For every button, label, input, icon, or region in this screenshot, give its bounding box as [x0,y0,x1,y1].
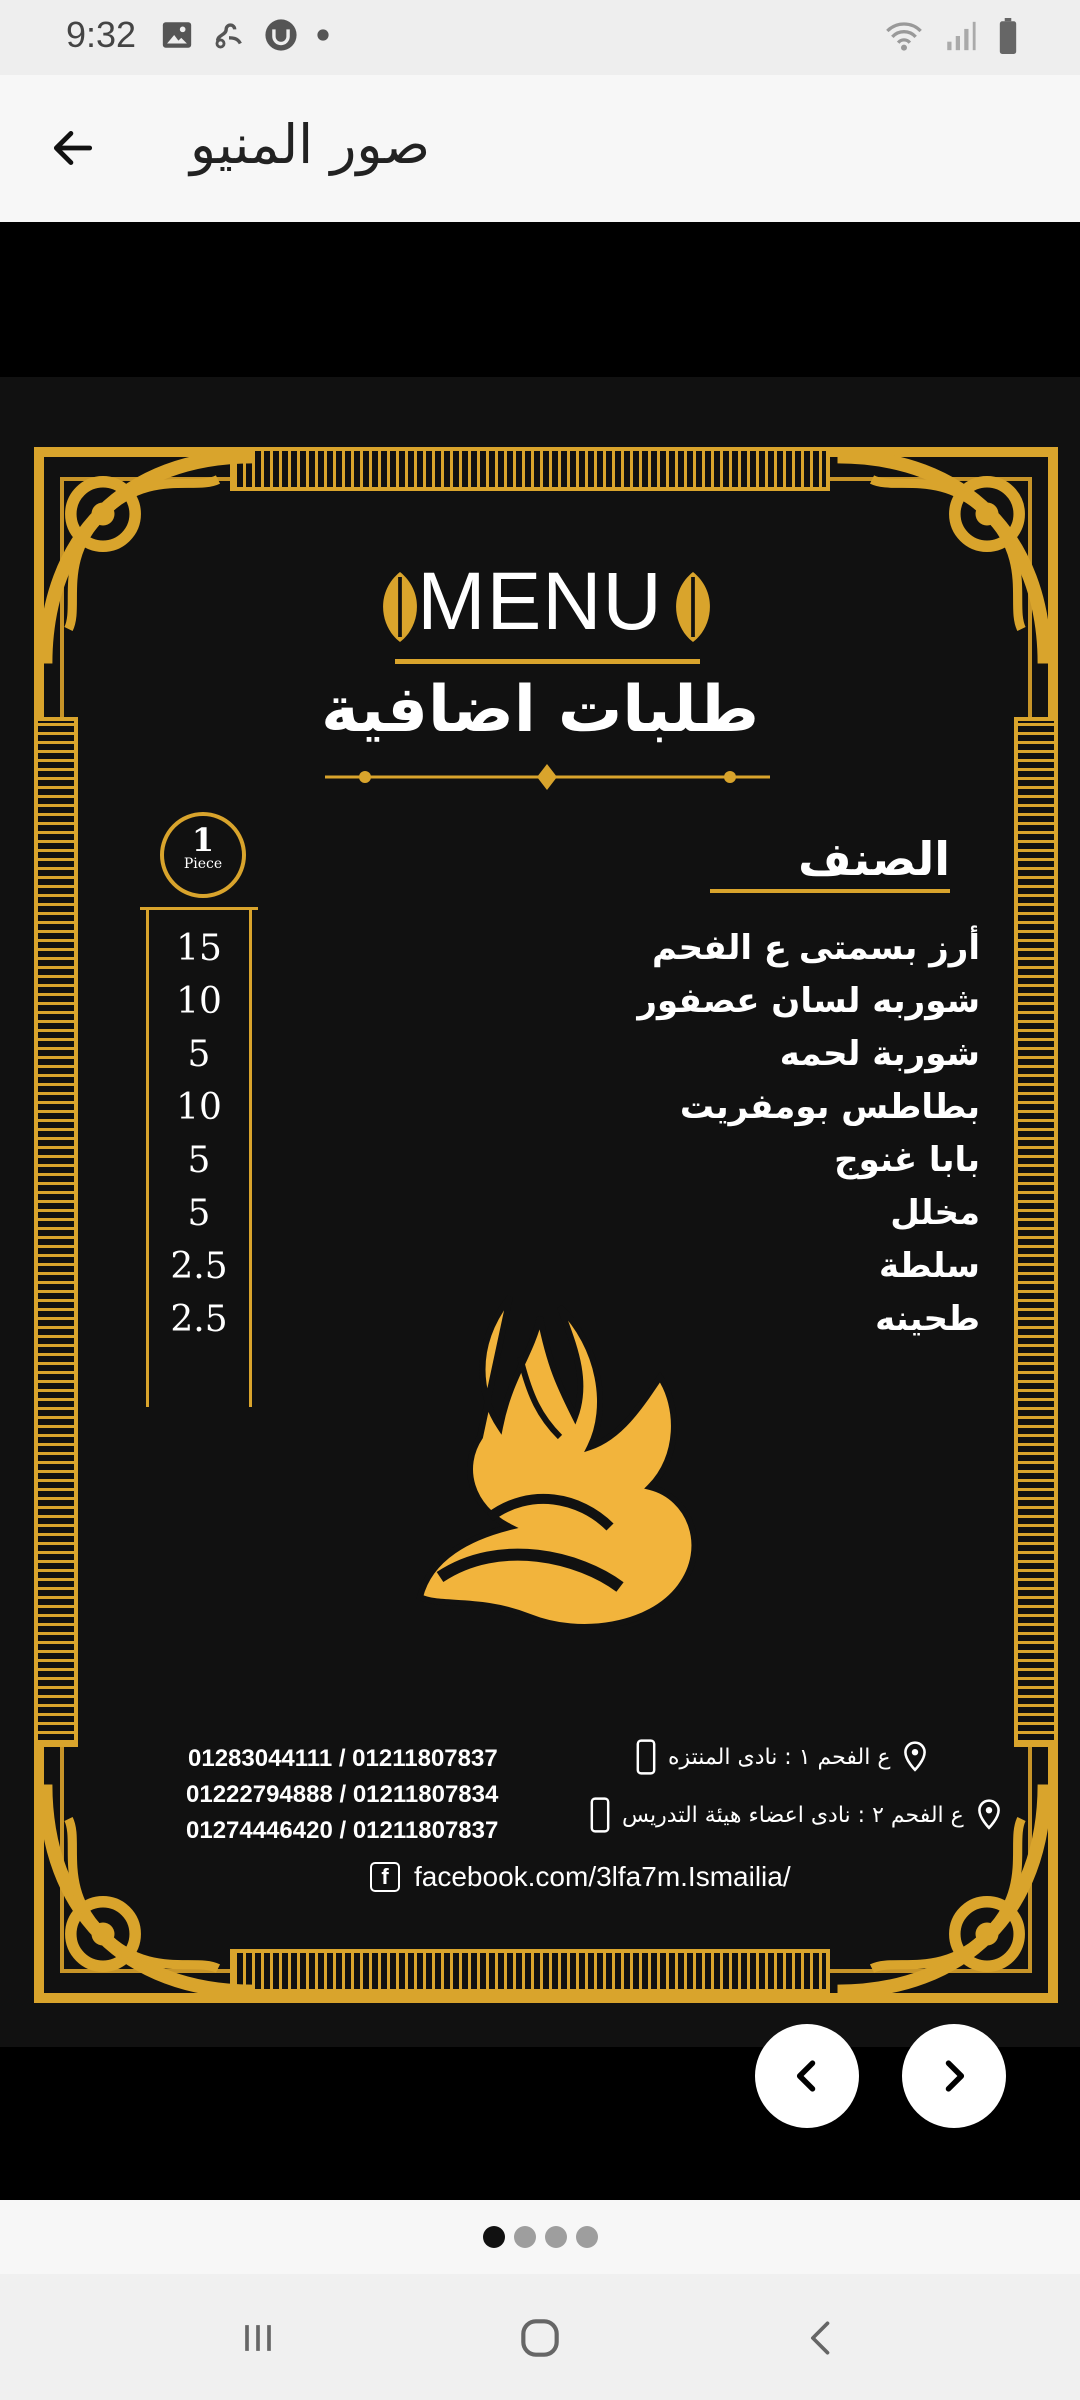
phone-icon [590,1797,610,1833]
dot-icon [316,28,330,42]
link-icon [212,18,246,52]
page-indicator [0,2200,1080,2274]
menu-subtitle: طلبات اضافية [321,673,759,747]
menu-price: 10 [176,981,222,1022]
recents-icon [236,2316,280,2360]
page-dot-active[interactable] [483,2226,505,2248]
menu-price: 10 [176,1087,222,1128]
page-dot[interactable] [545,2226,567,2248]
price-column-top-line [140,907,258,910]
menu-item: طحينه [875,1299,980,1339]
frame-bar-left [34,717,78,1747]
page-dot[interactable] [576,2226,598,2248]
image-viewer[interactable] [0,222,1080,2200]
location-pin-icon [902,1741,928,1773]
home-button[interactable] [510,2308,570,2368]
menu-price: 5 [187,1140,211,1181]
menu-title: MENU [417,556,663,647]
prev-image-button[interactable] [755,2024,859,2128]
facebook-url: facebook.com/3lfa7m.Ismailia/ [414,1861,791,1892]
branch-1 [636,1739,928,1775]
piece-badge-number: 1 [191,821,215,859]
chevron-right-icon [932,2054,976,2098]
restaurant-logo [360,1257,740,1657]
back-icon [800,2316,844,2360]
menu-item: أرز بسمتى ع الفحم [651,928,980,968]
branch-2 [590,1797,1002,1833]
image-icon [160,18,194,52]
piece-badge-label: Piece [183,856,223,872]
divider-ornament-icon [325,762,770,792]
arrow-left-icon [48,123,98,173]
location-pin-icon [976,1799,1002,1831]
branch-2-text: ع الفحم ٢ : نادى اعضاء هيئة التدريس [622,1802,964,1828]
system-back-button[interactable] [792,2308,852,2368]
page-dot[interactable] [514,2226,536,2248]
menu-price: 5 [187,1193,211,1234]
phones-line-3: 01274446420 / 01211807837 [186,1817,499,1844]
status-icons-left [160,18,330,52]
menu-price: 5 [187,1034,211,1075]
menu-price: 2.5 [170,1299,228,1340]
frame-bar-top [230,447,830,491]
branch-1-text: ع الفحم ١ : نادى المنتزه [668,1744,891,1770]
column-header: الصنف [798,832,950,886]
title-underline [395,659,700,664]
menu-price: 2.5 [170,1246,228,1287]
phone-icon [636,1739,656,1775]
next-image-button[interactable] [902,2024,1006,2128]
wifi-icon [884,19,924,53]
status-icons-right [884,18,1020,54]
app-bar [0,75,1080,222]
menu-item: بابا غنوج [834,1140,980,1180]
facebook-icon: f [370,1862,400,1892]
frame-bar-bottom [230,1949,830,1993]
home-icon [515,2313,565,2363]
status-time: 9:32 [66,14,137,55]
app-u-icon [264,18,298,52]
phones-line-1: 01283044111 / 01211807837 [188,1745,498,1772]
menu-item: سلطة [878,1246,980,1286]
back-button[interactable] [40,115,106,181]
column-header-underline [710,889,950,893]
piece-badge [160,812,246,898]
menu-price: 15 [176,928,222,969]
chevron-left-icon [785,2054,829,2098]
facebook-link [370,1861,791,1893]
menu-item: مخلل [890,1193,980,1233]
menu-item: شوربة لحمه [779,1034,980,1074]
signal-icon [942,19,978,53]
phones-line-2: 01222794888 / 01211807834 [186,1781,499,1808]
recents-button[interactable] [228,2308,288,2368]
menu-image [0,377,1080,2047]
menu-prices-list [152,922,246,1346]
system-nav-bar [0,2274,1080,2400]
menu-item: شوربه لسان عصفور [637,981,980,1021]
status-bar [0,0,1080,75]
battery-icon [996,18,1020,54]
menu-item: بطاطس بومفريت [679,1087,980,1127]
page-title: صور المنيو [190,113,431,176]
frame-bar-right [1014,717,1058,1747]
